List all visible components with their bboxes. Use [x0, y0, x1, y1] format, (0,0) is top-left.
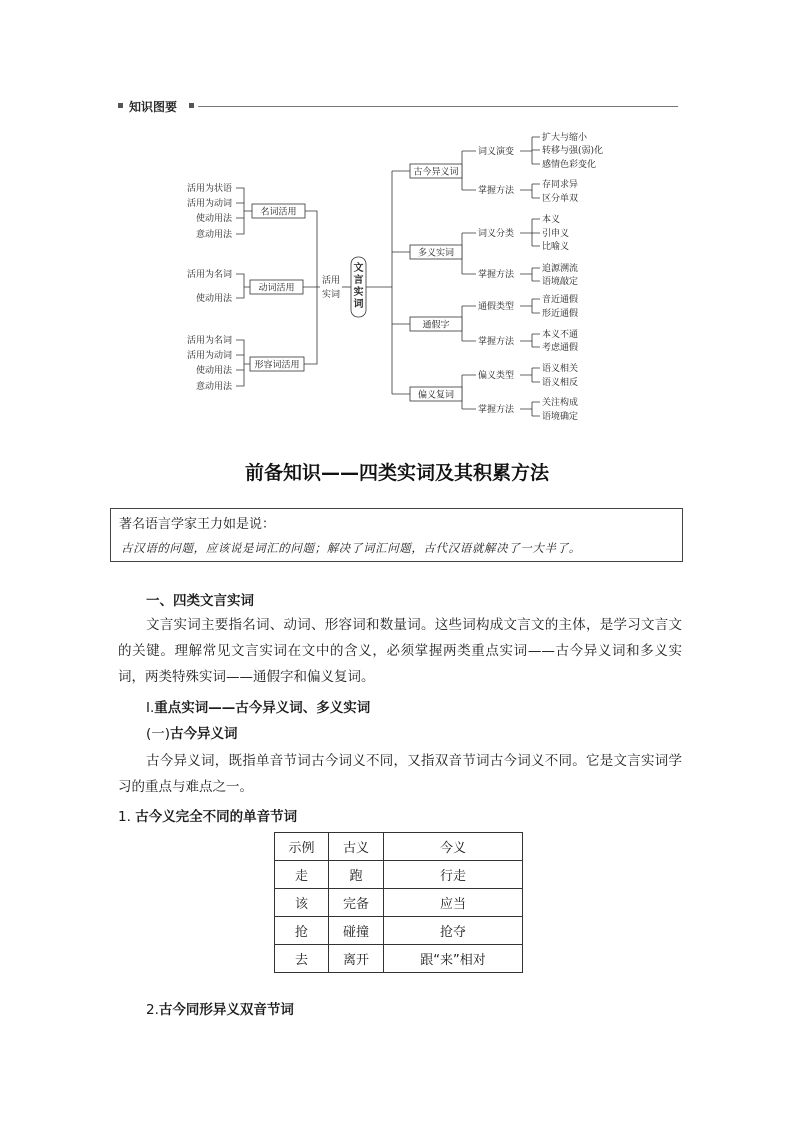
table-cell: 去 — [275, 945, 329, 973]
heading-text: 重点实词——古今异义词、多义实词 — [154, 700, 371, 716]
mindmap-leaf: 扩大与缩小 — [542, 133, 588, 143]
heading-disyllabic — [146, 998, 294, 1018]
knowledge-mindmap — [0, 120, 794, 430]
mindmap-sub-label: 掌握方法 — [478, 270, 515, 280]
mindmap-leaf: 关注构成 — [542, 398, 579, 408]
heading-text: 古今异义词 — [170, 726, 238, 742]
heading-key-words — [146, 696, 370, 716]
quote-intro: 著名语言学家王力如是说： — [119, 517, 276, 532]
section-header-label: 知识图要 — [129, 100, 178, 114]
paragraph-intro: 文言实词主要指名词、动词、形容词和数量词。这些词构成文言文的主体，是学习文言文的关键。理解常见文言实词在文中的含义，必须掌握两类重点实词——古今异义词和多义实词，两类特殊实词——通假字和偏义复词。 — [118, 617, 682, 685]
mindmap-leaf: 使动用法 — [195, 366, 232, 376]
mindmap-leaf: 活用为名词 — [186, 270, 232, 280]
mindmap-group-label: 通假字 — [422, 320, 450, 331]
mindmap-leaf: 区分单双 — [542, 194, 579, 204]
table-cell: 完备 — [329, 889, 384, 917]
paragraph-ancient-modern: 古今异义词，既指单音节词古今词义不同，又指双音节词古今词义不同。它是文言实词学习的重点与难点之一。 — [118, 753, 682, 795]
mindmap-sub-label: 掌握方法 — [478, 186, 515, 196]
table-cell: 跑 — [329, 861, 384, 889]
table-row — [275, 917, 523, 945]
table-cell: 抢夺 — [384, 917, 523, 945]
square-bullet-icon — [189, 103, 194, 108]
mindmap-leaf: 活用为动词 — [186, 199, 232, 209]
mindmap-leaf: 语义相反 — [542, 378, 579, 388]
mindmap-sub-label: 掌握方法 — [478, 337, 515, 347]
mindmap-leaf: 转移与强(弱)化 — [542, 146, 604, 156]
mindmap-leaf: 意动用法 — [195, 230, 232, 240]
mindmap-leaf: 使动用法 — [195, 294, 232, 304]
mindmap-leaf: 音近通假 — [542, 295, 579, 305]
mindmap-group-label: 多义实词 — [417, 248, 455, 259]
mindmap-sub-label: 掌握方法 — [478, 405, 515, 415]
mindmap-group-label: 名词活用 — [260, 207, 297, 218]
heading-text: 古今同形异义双音节词 — [158, 1002, 294, 1018]
table-cell: 走 — [275, 861, 329, 889]
mindmap-center-label: 文言实词 — [353, 263, 364, 310]
heading-number: (一) — [146, 726, 171, 742]
table-cell: 碰撞 — [329, 917, 384, 945]
mindmap-leaf: 存同求异 — [542, 180, 579, 190]
mindmap-leaf: 语义相关 — [542, 364, 579, 374]
table-row — [275, 945, 523, 973]
mindmap-leaf: 形近通假 — [542, 309, 579, 319]
mindmap-group-label: 动词活用 — [258, 283, 295, 294]
table-cell: 行走 — [384, 861, 523, 889]
mindmap-leaf: 语境确定 — [542, 412, 579, 422]
mindmap-leaf: 本义不通 — [542, 330, 579, 340]
mindmap-sub-label: 通假类型 — [478, 302, 515, 312]
mindmap-group-label: 形容词活用 — [254, 360, 300, 371]
page-title: 前备知识——四类实词及其积累方法 — [244, 462, 549, 484]
heading-four-types: 一、四类文言实词 — [146, 593, 254, 609]
table-header-cell: 古义 — [329, 833, 384, 861]
heading-number: Ⅰ. — [146, 700, 155, 716]
mindmap-leaf: 考虑通假 — [542, 343, 579, 353]
mindmap-leaf: 活用为动词 — [186, 351, 232, 361]
heading-number: 2. — [146, 1002, 159, 1018]
mindmap-leaf: 感情色彩变化 — [542, 160, 597, 170]
word-meaning-table — [274, 832, 523, 973]
mindmap-connector-label: 实词 — [321, 290, 341, 300]
quote-text: 古汉语的问题，应该说是词汇的问题；解决了词汇问题，古代汉语就解决了一大半了。 — [121, 541, 581, 555]
mindmap-leaf: 意动用法 — [195, 382, 232, 392]
square-bullet-icon — [118, 103, 123, 108]
heading-number: 1. — [118, 809, 131, 825]
mindmap-leaf: 追源溯流 — [542, 264, 579, 274]
table-row — [275, 861, 523, 889]
mindmap-connector-label: 活用 — [321, 276, 341, 286]
table-header-row — [275, 833, 523, 861]
heading-monosyllabic — [118, 805, 297, 825]
table-header-cell: 今义 — [384, 833, 523, 861]
mindmap-leaf: 活用为名词 — [186, 336, 232, 346]
quote-box — [110, 508, 683, 562]
mindmap-leaf: 本义 — [542, 215, 561, 225]
heading-text: 古今义完全不同的单音节词 — [135, 809, 298, 825]
mindmap-sub-label: 词义分类 — [478, 229, 515, 239]
mindmap-leaf: 语境敲定 — [542, 277, 579, 287]
table-header-cell: 示例 — [275, 833, 329, 861]
table-cell: 跟“来”相对 — [384, 945, 523, 973]
section-header — [118, 98, 678, 116]
table-cell: 该 — [275, 889, 329, 917]
mindmap-sub-label: 词义演变 — [478, 147, 515, 157]
mindmap-leaf: 使动用法 — [195, 214, 232, 224]
table-cell: 应当 — [384, 889, 523, 917]
table-row — [275, 889, 523, 917]
header-rule — [198, 106, 678, 107]
mindmap-group-label: 偏义复词 — [417, 390, 455, 401]
mindmap-leaf: 活用为状语 — [186, 184, 232, 194]
mindmap-sub-label: 偏义类型 — [478, 371, 515, 381]
table-cell: 离开 — [329, 945, 384, 973]
mindmap-group-label: 古今异义词 — [413, 167, 459, 178]
table-cell: 抢 — [275, 917, 329, 945]
heading-ancient-modern — [146, 722, 238, 742]
mindmap-leaf: 比喻义 — [542, 242, 570, 252]
mindmap-leaf: 引申义 — [542, 229, 570, 239]
